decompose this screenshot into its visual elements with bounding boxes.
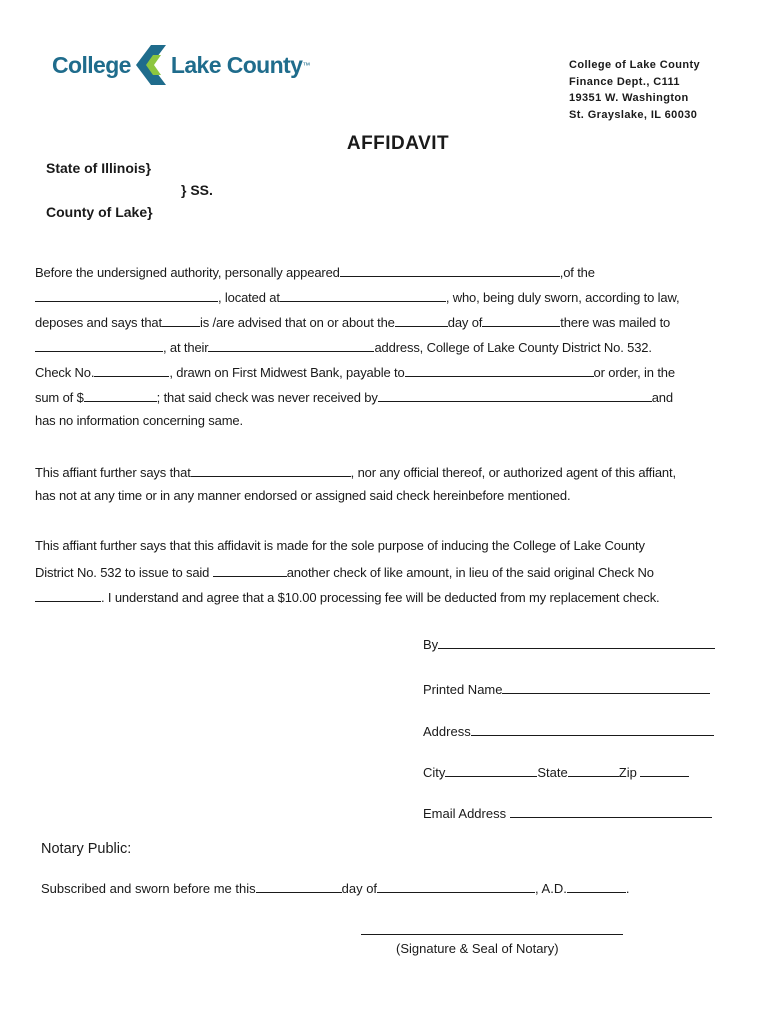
para2-line1: This affiant further says that , nor any official thereof, or authorized agent of this affiant, xyxy=(35,465,676,480)
para1-line7: has no information concerning same. xyxy=(35,413,243,428)
of-entity-field[interactable] xyxy=(35,288,218,302)
page-title: AFFIDAVIT xyxy=(346,133,450,154)
email-row: Email Address xyxy=(423,804,712,821)
logo-mark-icon xyxy=(134,43,168,87)
by-row: By xyxy=(423,635,715,652)
city-field[interactable] xyxy=(445,763,537,777)
amount-field[interactable] xyxy=(84,388,157,402)
address-line: 19351 W. Washington xyxy=(569,92,689,104)
para1-line2: , located at , who, being duly sworn, according to law, xyxy=(35,288,679,305)
college-logo: College Lake County ™ xyxy=(52,40,310,90)
header-address xyxy=(569,57,700,123)
located-at-field[interactable] xyxy=(280,288,446,302)
issue-to-field[interactable] xyxy=(213,563,287,577)
city-state-zip-row: City State Zip xyxy=(423,763,689,780)
logo-word-college: College xyxy=(52,51,131,78)
never-received-by-field[interactable] xyxy=(378,388,652,402)
venue-ss: } SS. xyxy=(181,182,213,198)
address-line: College of Lake County xyxy=(569,59,701,71)
para3-line3: . I understand and agree that a $10.00 processing fee will be deducted from my replacement check. xyxy=(35,588,660,605)
notary-month-field[interactable] xyxy=(377,879,535,893)
para1-line1: Before the undersigned authority, personally appeared ,of the xyxy=(35,265,595,280)
logo-word-lake-county: Lake County xyxy=(170,51,303,78)
zip-field[interactable] xyxy=(640,763,689,777)
para2-line2: has not at any time or in any manner endorsed or assigned said check hereinbefore mentioned. xyxy=(35,488,571,503)
month-field[interactable] xyxy=(482,313,560,327)
their-address-field[interactable] xyxy=(208,338,374,352)
email-field[interactable] xyxy=(510,804,712,818)
notary-year-field[interactable] xyxy=(567,879,626,893)
printed-name-field[interactable] xyxy=(502,680,710,694)
says-that-field[interactable] xyxy=(162,313,200,327)
para3-line2: District No. 532 to issue to said another check of like amount, in lieu of the said original Check No xyxy=(35,565,654,580)
venue-state: State of Illinois} xyxy=(46,160,152,176)
address-line: Finance Dept., C111 xyxy=(569,75,680,88)
payable-to-field[interactable] xyxy=(405,363,594,377)
para3-line1: This affiant further says that this affidavit is made for the sole purpose of inducing the College of Lake County xyxy=(35,538,645,553)
address-line: St. Grayslake, IL 60030 xyxy=(569,108,698,121)
notary-heading: Notary Public: xyxy=(41,841,132,857)
para1-line4: , at their address, College of Lake County District No. 532. xyxy=(35,338,652,355)
printed-name-row: Printed Name xyxy=(423,680,710,697)
para1-line6: sum of $ ; that said check was never received by and xyxy=(35,390,673,405)
check-number-field[interactable] xyxy=(94,363,169,377)
day-field[interactable] xyxy=(395,313,448,327)
para1-line5: Check No. , drawn on First Midwest Bank, payable to or order, in the xyxy=(35,365,675,380)
notary-day-field[interactable] xyxy=(256,879,342,893)
by-signature-field[interactable] xyxy=(438,635,715,649)
state-field[interactable] xyxy=(568,763,619,777)
mailed-to-field[interactable] xyxy=(35,338,163,352)
venue-county: County of Lake} xyxy=(46,204,153,220)
appearant-name-field[interactable] xyxy=(340,263,560,277)
notary-signature-line[interactable] xyxy=(361,934,623,935)
address-row: Address xyxy=(423,722,714,739)
original-check-no-field[interactable] xyxy=(35,588,101,602)
affiant-says-field[interactable] xyxy=(191,463,351,477)
notary-caption: (Signature & Seal of Notary) xyxy=(396,941,559,956)
para1-line3: deposes and says that is /are advised that on or about the day of there was mailed to xyxy=(35,315,671,330)
notary-subscribed-row: Subscribed and sworn before me this day of , A.D. . xyxy=(41,881,630,896)
address-field[interactable] xyxy=(471,722,714,736)
